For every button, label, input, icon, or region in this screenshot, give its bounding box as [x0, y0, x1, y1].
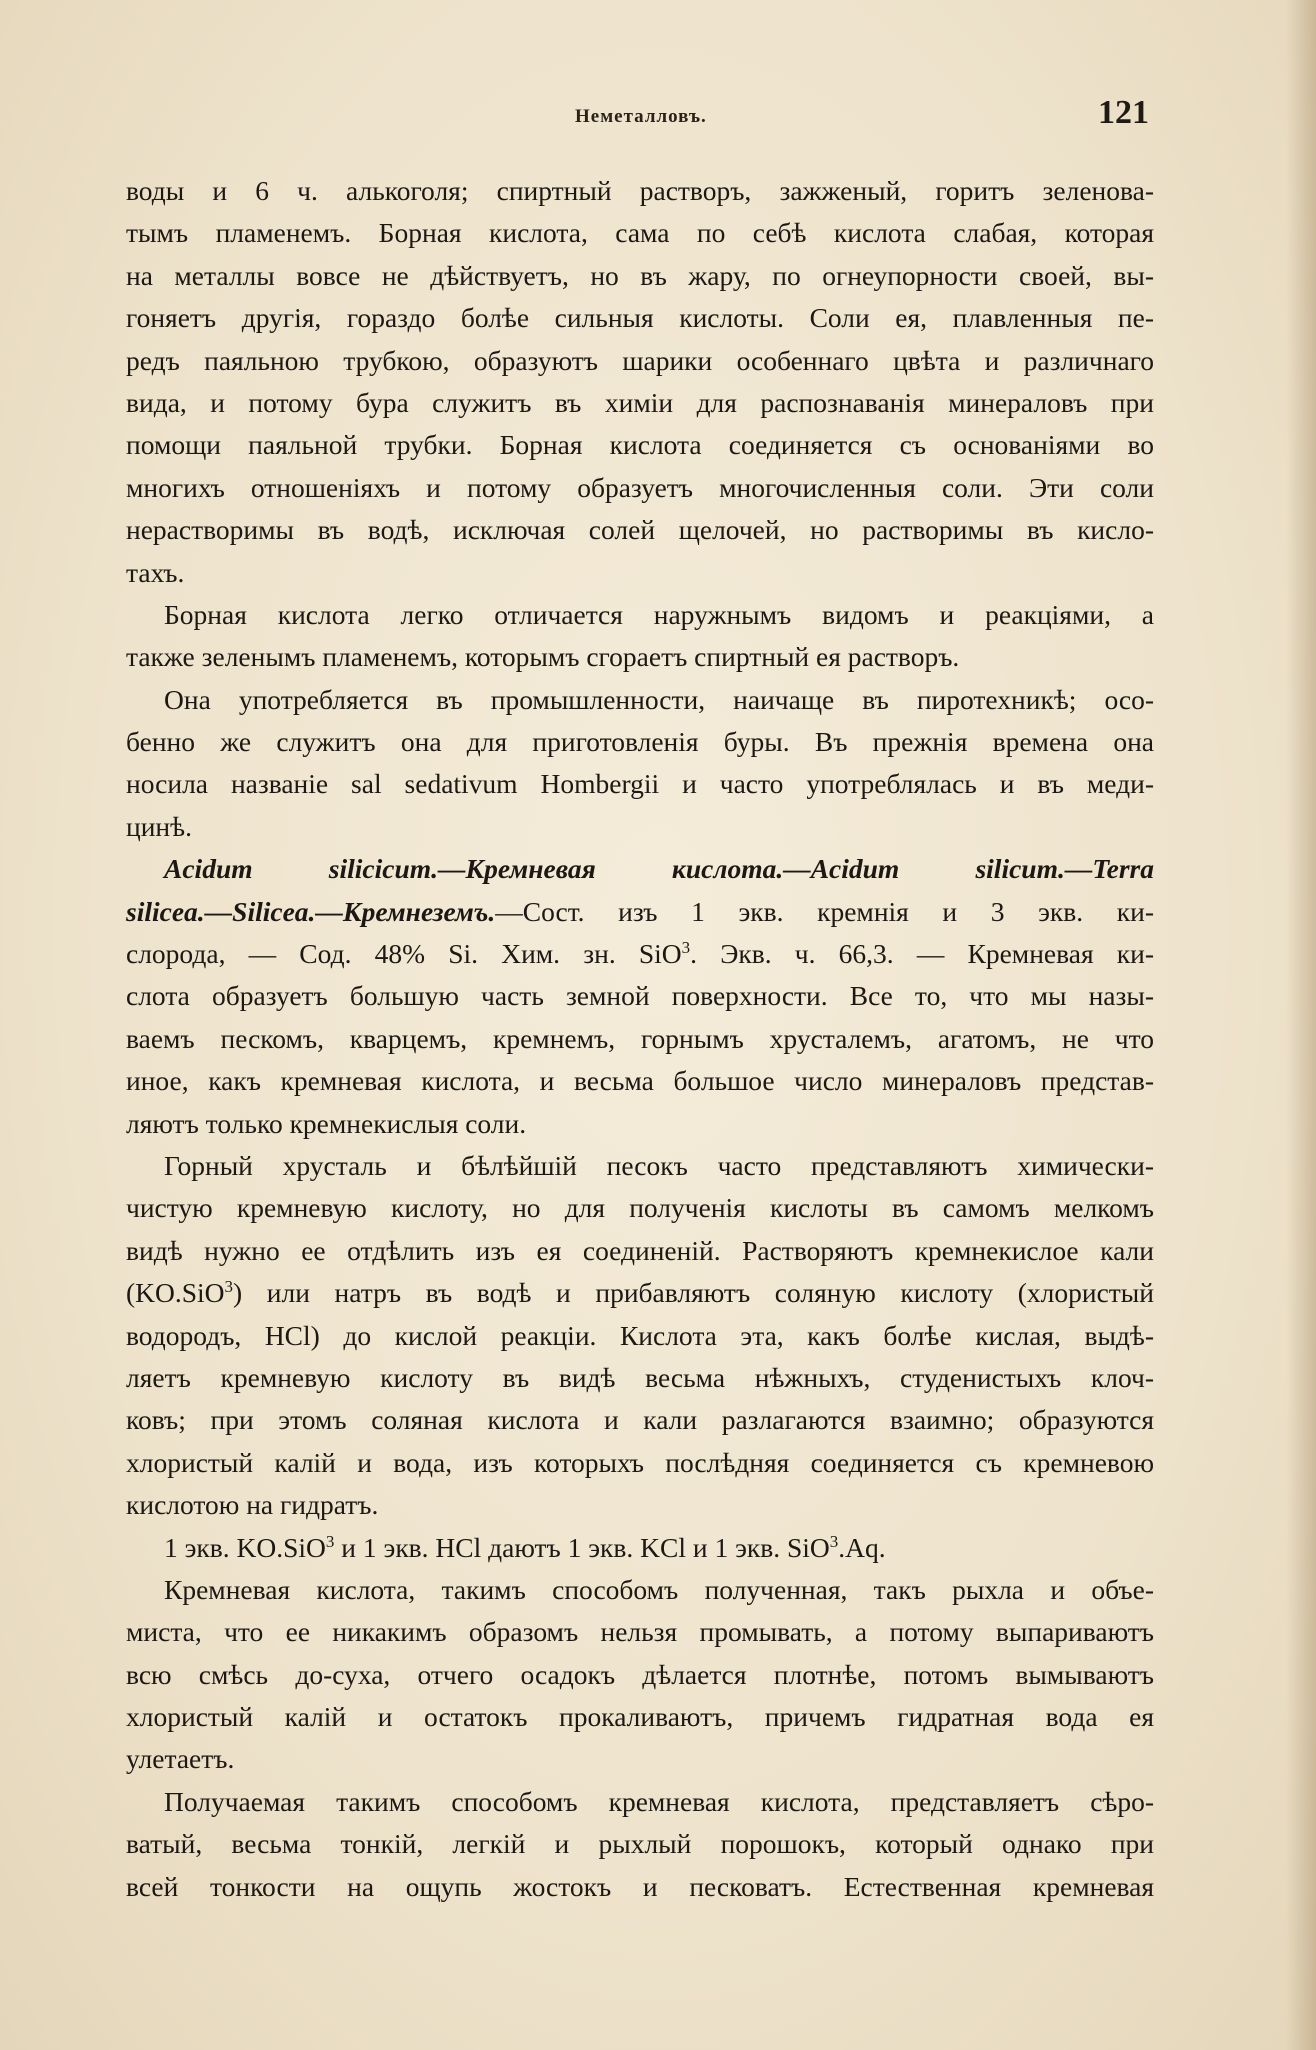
text-line: на металлы вовсе не дѣйствуетъ, но въ жару, по огнеупорности своей, вы-	[126, 259, 1154, 291]
body-text	[126, 170, 1154, 1908]
formula-text: слорода, — Сод. 48% Si. Хим. зн. SiO	[126, 938, 682, 970]
text-line: всю смѣсь до-суха, отчего осадокъ дѣлается плотнѣе, потомъ вымываютъ	[126, 1658, 1154, 1690]
text-line: улетаетъ.	[126, 1743, 235, 1775]
paragraph-boric-acid-properties	[126, 170, 1154, 594]
text-line: видѣ нужно ее отдѣлить изъ ея соединеній. Растворяютъ кремнекислое кали	[126, 1234, 1154, 1266]
paragraph-boric-acid-uses	[126, 679, 1154, 849]
text-line: нерастворимы въ водѣ, исключая солей щелочей, но растворимы въ кисло-	[126, 514, 1154, 546]
text-line: водородъ, HCl) до кислой реакціи. Кислота эта, какъ болѣе кислая, выдѣ-	[126, 1319, 1154, 1351]
text-line: иное, какъ кремневая кислота, и весьма большое число минераловъ представ-	[126, 1065, 1154, 1097]
text-line: цинѣ.	[126, 810, 192, 842]
text-line: хлористый калій и остатокъ прокаливаютъ, причемъ гидратная вода ея	[126, 1701, 1154, 1733]
paragraph-silicic-acid-preparation	[126, 1145, 1154, 1527]
text-line: Горный хрусталь и бѣлѣйшій песокъ часто представляютъ химически-	[164, 1149, 1154, 1181]
formula-text: (KO.SiO	[126, 1277, 225, 1309]
superscript: 3	[681, 937, 691, 957]
text-line	[126, 891, 1154, 933]
running-head	[0, 94, 1316, 140]
text-line: вида, и потому бура служитъ въ химіи для распознаванія минераловъ при	[126, 386, 1154, 418]
page-number: 121	[1098, 94, 1149, 131]
text-line: редъ паяльною трубкою, образуютъ шарики особеннаго цвѣта и различнаго	[126, 344, 1154, 376]
formula-text-cont: . Экв. ч. 66,3. — Кремневая ки-	[690, 938, 1155, 970]
text-line: Получаемая такимъ способомъ кремневая кислота, представляетъ сѣро-	[164, 1785, 1154, 1817]
text-line: всей тонкости на ощупь жостокъ и песковатъ. Естественная кремневая	[126, 1870, 1154, 1902]
text-line: Она употребляется въ промышленности, наичаще въ пиротехникѣ; осо-	[164, 683, 1154, 715]
equation-line	[126, 1527, 1154, 1569]
text-line: многихъ отношеніяхъ и потому образуетъ многочисленныя соли. Эти соли	[126, 471, 1154, 503]
text-line: бенно же служитъ она для приготовленія буры. Въ прежнія времена она	[126, 726, 1154, 758]
text-line: Борная кислота легко отличается наружнымъ видомъ и реакціями, а	[164, 598, 1154, 630]
text-line: также зеленымъ пламенемъ, которымъ сгораетъ спиртный ея растворъ.	[126, 641, 960, 673]
text-line	[126, 1272, 1154, 1314]
text-line: тахъ.	[126, 556, 185, 588]
text-line: ляетъ кремневую кислоту въ видѣ весьма нѣжныхъ, студенистыхъ клоч-	[126, 1361, 1154, 1393]
text-line: ковъ; при этомъ соляная кислота и кали разлагаются взаимно; образуются	[126, 1404, 1154, 1436]
superscript: 3	[325, 1531, 335, 1551]
section-heading-cont: silicea.—Silicea.—Кремнеземъ.	[126, 895, 496, 927]
text-line: гоняетъ другія, гораздо болѣе сильныя кислоты. Соли ея, плавленныя пе-	[126, 302, 1154, 334]
text-line: воды и 6 ч. алькоголя; спиртный растворъ, зажженый, горитъ зеленова-	[126, 175, 1154, 206]
text-line: миста, что ее никакимъ образомъ нельзя промывать, а потому выпариваютъ	[126, 1616, 1154, 1648]
paragraph-silicic-acid-washing	[126, 1569, 1154, 1781]
text-line: ляютъ только кремнекислыя соли.	[126, 1107, 527, 1139]
equation-part: .Aq.	[838, 1531, 886, 1563]
section-heading: Acidum silicicum.—Кремневая кислота.—Acidum silicum.—Terra	[164, 853, 1154, 885]
text-line	[126, 933, 1154, 975]
text-line: кислотою на гидратъ.	[126, 1489, 379, 1521]
text-line: носила названіе sal sedativum Hombergii и часто употреблялась и въ меди-	[126, 768, 1154, 800]
text-line: Кремневая кислота, такимъ способомъ полученная, такъ рыхла и объе-	[164, 1573, 1154, 1605]
running-title: Неметалловъ.	[575, 106, 707, 127]
paragraph-silicic-acid	[126, 848, 1154, 1145]
superscript: 3	[224, 1277, 234, 1296]
text-line: чистую кремневую кислоту, но для полученія кислоты въ самомъ мелкомъ	[126, 1192, 1154, 1224]
text-line: ватый, весьма тонкій, легкій и рыхлый порошокъ, который однако при	[126, 1828, 1154, 1860]
equation-part: 1 экв. KO.SiO	[164, 1531, 326, 1563]
text-line: хлористый калій и вода, изъ которыхъ послѣдняя соединяется съ кремневою	[126, 1446, 1154, 1478]
composition-text: —Сост. изъ 1 экв. кремнія и 3 экв. ки-	[495, 895, 1154, 927]
text-line: тымъ пламенемъ. Борная кислота, сама по себѣ кислота слабая, которая	[126, 217, 1154, 249]
formula-text-cont: ) или натръ въ водѣ и прибавляютъ соляную кислоту (хлористый	[233, 1277, 1154, 1309]
paragraph-boric-acid-identification	[126, 594, 1154, 679]
text-line: слота образуетъ большую часть земной поверхности. Все то, что мы назы-	[126, 980, 1154, 1012]
text-line: ваемъ пескомъ, кварцемъ, кремнемъ, горнымъ хрусталемъ, агатомъ, не что	[126, 1022, 1154, 1054]
paragraph-silicic-acid-appearance	[126, 1781, 1154, 1908]
superscript: 3	[829, 1531, 839, 1551]
equation-part: и 1 экв. HCl даютъ 1 экв. KCl и 1 экв. SiO	[334, 1531, 830, 1563]
reaction-equation	[126, 1527, 1154, 1569]
text-line: помощи паяльной трубки. Борная кислота соединяется съ основаніями во	[126, 429, 1154, 461]
